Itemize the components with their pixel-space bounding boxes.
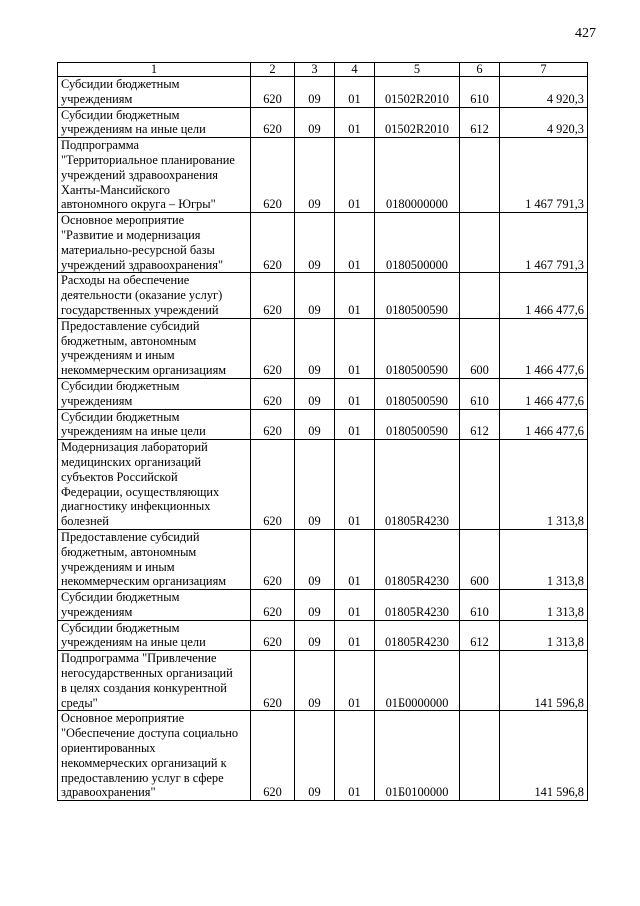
table-row [58, 318, 588, 378]
description-line: диагностику инфекционных [61, 499, 211, 514]
ministry-code-cell: 620 [251, 318, 295, 378]
description-line: болезней [61, 514, 109, 529]
budget-table [57, 62, 588, 801]
expense-type-cell [460, 213, 500, 273]
expense-type-cell: 610 [460, 590, 500, 621]
ministry-code-cell: 620 [251, 138, 295, 213]
subsection-code-cell: 01 [335, 651, 375, 711]
section-code-cell: 09 [295, 107, 335, 138]
target-article-cell: 0180500590 [375, 318, 460, 378]
description-line: здравоохранения" [61, 785, 156, 800]
description-line: Модернизация лабораторий [61, 440, 208, 455]
subsection-code-cell: 01 [335, 529, 375, 589]
section-code-cell: 09 [295, 138, 335, 213]
ministry-code-cell: 620 [251, 711, 295, 801]
description-line: в целях создания конкурентной [61, 680, 227, 695]
expense-type-cell: 610 [460, 378, 500, 409]
description-line: некоммерческим организациям [61, 363, 227, 378]
table-row [58, 620, 588, 651]
expense-type-cell: 600 [460, 318, 500, 378]
description-line: медицинских организаций [61, 454, 201, 469]
description-line: Субсидии бюджетным [61, 620, 180, 635]
description-line: некоммерческих организаций к [61, 755, 227, 770]
section-code-cell: 09 [295, 620, 335, 651]
expense-type-cell: 612 [460, 107, 500, 138]
expense-type-cell: 612 [460, 620, 500, 651]
description-line: предоставлению услуг в сфере [61, 770, 224, 785]
row-description [58, 651, 251, 711]
column-header: 1 [58, 63, 251, 77]
amount-cell: 1 466 477,6 [500, 409, 588, 440]
description-line: Подпрограмма "Привлечение [61, 651, 217, 666]
table-row [58, 107, 588, 138]
subsection-code-cell: 01 [335, 138, 375, 213]
table-body [58, 77, 588, 801]
target-article-cell: 01805R4230 [375, 440, 460, 530]
section-code-cell: 09 [295, 77, 335, 108]
row-description [58, 107, 251, 138]
description-line: Субсидии бюджетным [61, 409, 180, 424]
column-header: 4 [335, 63, 375, 77]
table-row [58, 529, 588, 589]
ministry-code-cell: 620 [251, 213, 295, 273]
ministry-code-cell: 620 [251, 590, 295, 621]
amount-cell: 1 466 477,6 [500, 378, 588, 409]
row-description [58, 409, 251, 440]
amount-cell: 1 467 791,3 [500, 138, 588, 213]
description-line: ориентированных [61, 741, 156, 756]
table-row [58, 590, 588, 621]
amount-cell: 1 313,8 [500, 440, 588, 530]
description-line: учреждениям на иные цели [61, 424, 206, 439]
expense-type-cell [460, 711, 500, 801]
target-article-cell: 01805R4230 [375, 529, 460, 589]
section-code-cell: 09 [295, 529, 335, 589]
ministry-code-cell: 620 [251, 620, 295, 651]
subsection-code-cell: 01 [335, 620, 375, 651]
column-header: 7 [500, 63, 588, 77]
expense-type-cell [460, 651, 500, 711]
table-row [58, 138, 588, 213]
header-row [58, 63, 588, 77]
subsection-code-cell: 01 [335, 378, 375, 409]
row-description [58, 378, 251, 409]
ministry-code-cell: 620 [251, 107, 295, 138]
target-article-cell: 0180500000 [375, 213, 460, 273]
description-line: бюджетным, автономным [61, 544, 197, 559]
ministry-code-cell: 620 [251, 409, 295, 440]
table-row [58, 651, 588, 711]
subsection-code-cell: 01 [335, 409, 375, 440]
section-code-cell: 09 [295, 409, 335, 440]
ministry-code-cell: 620 [251, 378, 295, 409]
description-line: Основное мероприятие [61, 213, 185, 228]
target-article-cell: 01Б0100000 [375, 711, 460, 801]
subsection-code-cell: 01 [335, 440, 375, 530]
target-article-cell: 01805R4230 [375, 620, 460, 651]
description-line: Предоставление субсидий [61, 318, 200, 333]
target-article-cell: 0180500590 [375, 409, 460, 440]
description-line: некоммерческим организациям [61, 574, 227, 589]
target-article-cell: 01502R2010 [375, 107, 460, 138]
ministry-code-cell: 620 [251, 440, 295, 530]
amount-cell: 1 313,8 [500, 620, 588, 651]
subsection-code-cell: 01 [335, 77, 375, 108]
description-line: Расходы на обеспечение [61, 273, 190, 288]
table-row [58, 440, 588, 530]
description-line: государственных учреждений [61, 302, 219, 317]
section-code-cell: 09 [295, 378, 335, 409]
amount-cell: 1 313,8 [500, 529, 588, 589]
section-code-cell: 09 [295, 273, 335, 318]
description-line: учреждениям [61, 604, 133, 619]
description-line: автономного округа – Югры" [61, 197, 216, 212]
row-description [58, 273, 251, 318]
description-line: материально-ресурсной базы [61, 242, 215, 257]
description-line: негосударственных организаций [61, 666, 233, 681]
amount-cell: 1 466 477,6 [500, 318, 588, 378]
section-code-cell: 09 [295, 440, 335, 530]
section-code-cell: 09 [295, 711, 335, 801]
section-code-cell: 09 [295, 318, 335, 378]
section-code-cell: 09 [295, 590, 335, 621]
expense-type-cell: 610 [460, 77, 500, 108]
row-description [58, 590, 251, 621]
row-description [58, 318, 251, 378]
description-line: учреждениям [61, 393, 133, 408]
description-line: учреждениям на иные цели [61, 635, 206, 650]
row-description [58, 213, 251, 273]
description-line: учреждениям [61, 91, 133, 106]
table-row [58, 213, 588, 273]
description-line: Предоставление субсидий [61, 529, 200, 544]
column-header: 6 [460, 63, 500, 77]
description-line: "Обеспечение доступа социально [61, 726, 239, 741]
subsection-code-cell: 01 [335, 711, 375, 801]
description-line: Субсидии бюджетным [61, 107, 180, 122]
target-article-cell: 0180500590 [375, 273, 460, 318]
row-description [58, 138, 251, 213]
description-line: Субсидии бюджетным [61, 77, 180, 91]
description-line: бюджетным, автономным [61, 333, 197, 348]
table-row [58, 409, 588, 440]
description-line: "Территориальное планирование [61, 152, 235, 167]
section-code-cell: 09 [295, 651, 335, 711]
ministry-code-cell: 620 [251, 529, 295, 589]
description-line: "Развитие и модернизация [61, 227, 201, 242]
subsection-code-cell: 01 [335, 107, 375, 138]
page-number: 427 [575, 26, 596, 41]
amount-cell: 4 920,3 [500, 107, 588, 138]
table-row [58, 711, 588, 801]
target-article-cell: 01805R4230 [375, 590, 460, 621]
amount-cell: 141 596,8 [500, 651, 588, 711]
amount-cell: 4 920,3 [500, 77, 588, 108]
description-line: Федерации, осуществляющих [61, 484, 220, 499]
description-line: деятельности (оказание услуг) [61, 288, 223, 303]
description-line: учреждений здравоохранения" [61, 257, 224, 272]
ministry-code-cell: 620 [251, 273, 295, 318]
subsection-code-cell: 01 [335, 213, 375, 273]
description-line: субъектов Российской [61, 469, 178, 484]
expense-type-cell: 600 [460, 529, 500, 589]
row-description [58, 529, 251, 589]
table-row [58, 273, 588, 318]
row-description [58, 77, 251, 108]
row-description [58, 440, 251, 530]
column-header: 5 [375, 63, 460, 77]
amount-cell: 1 313,8 [500, 590, 588, 621]
description-line: учреждениям и иным [61, 559, 175, 574]
table-row [58, 77, 588, 108]
description-line: учреждениям на иные цели [61, 122, 206, 137]
expense-type-cell [460, 138, 500, 213]
description-line: среды" [61, 695, 98, 710]
row-description [58, 711, 251, 801]
description-line: Подпрограмма [61, 138, 139, 153]
expense-type-cell [460, 440, 500, 530]
amount-cell: 1 466 477,6 [500, 273, 588, 318]
expense-type-cell [460, 273, 500, 318]
subsection-code-cell: 01 [335, 590, 375, 621]
description-line: учреждений здравоохранения [61, 167, 218, 182]
ministry-code-cell: 620 [251, 77, 295, 108]
table-row [58, 378, 588, 409]
row-description [58, 620, 251, 651]
section-code-cell: 09 [295, 213, 335, 273]
description-line: учреждениям и иным [61, 348, 175, 363]
target-article-cell: 01Б0000000 [375, 651, 460, 711]
amount-cell: 141 596,8 [500, 711, 588, 801]
column-header: 2 [251, 63, 295, 77]
target-article-cell: 01502R2010 [375, 77, 460, 108]
description-line: Ханты-Мансийского [61, 182, 170, 197]
description-line: Основное мероприятие [61, 711, 185, 726]
description-line: Субсидии бюджетным [61, 378, 180, 393]
subsection-code-cell: 01 [335, 318, 375, 378]
subsection-code-cell: 01 [335, 273, 375, 318]
amount-cell: 1 467 791,3 [500, 213, 588, 273]
target-article-cell: 0180500590 [375, 378, 460, 409]
description-line: Субсидии бюджетным [61, 590, 180, 605]
column-header: 3 [295, 63, 335, 77]
target-article-cell: 0180000000 [375, 138, 460, 213]
ministry-code-cell: 620 [251, 651, 295, 711]
expense-type-cell: 612 [460, 409, 500, 440]
